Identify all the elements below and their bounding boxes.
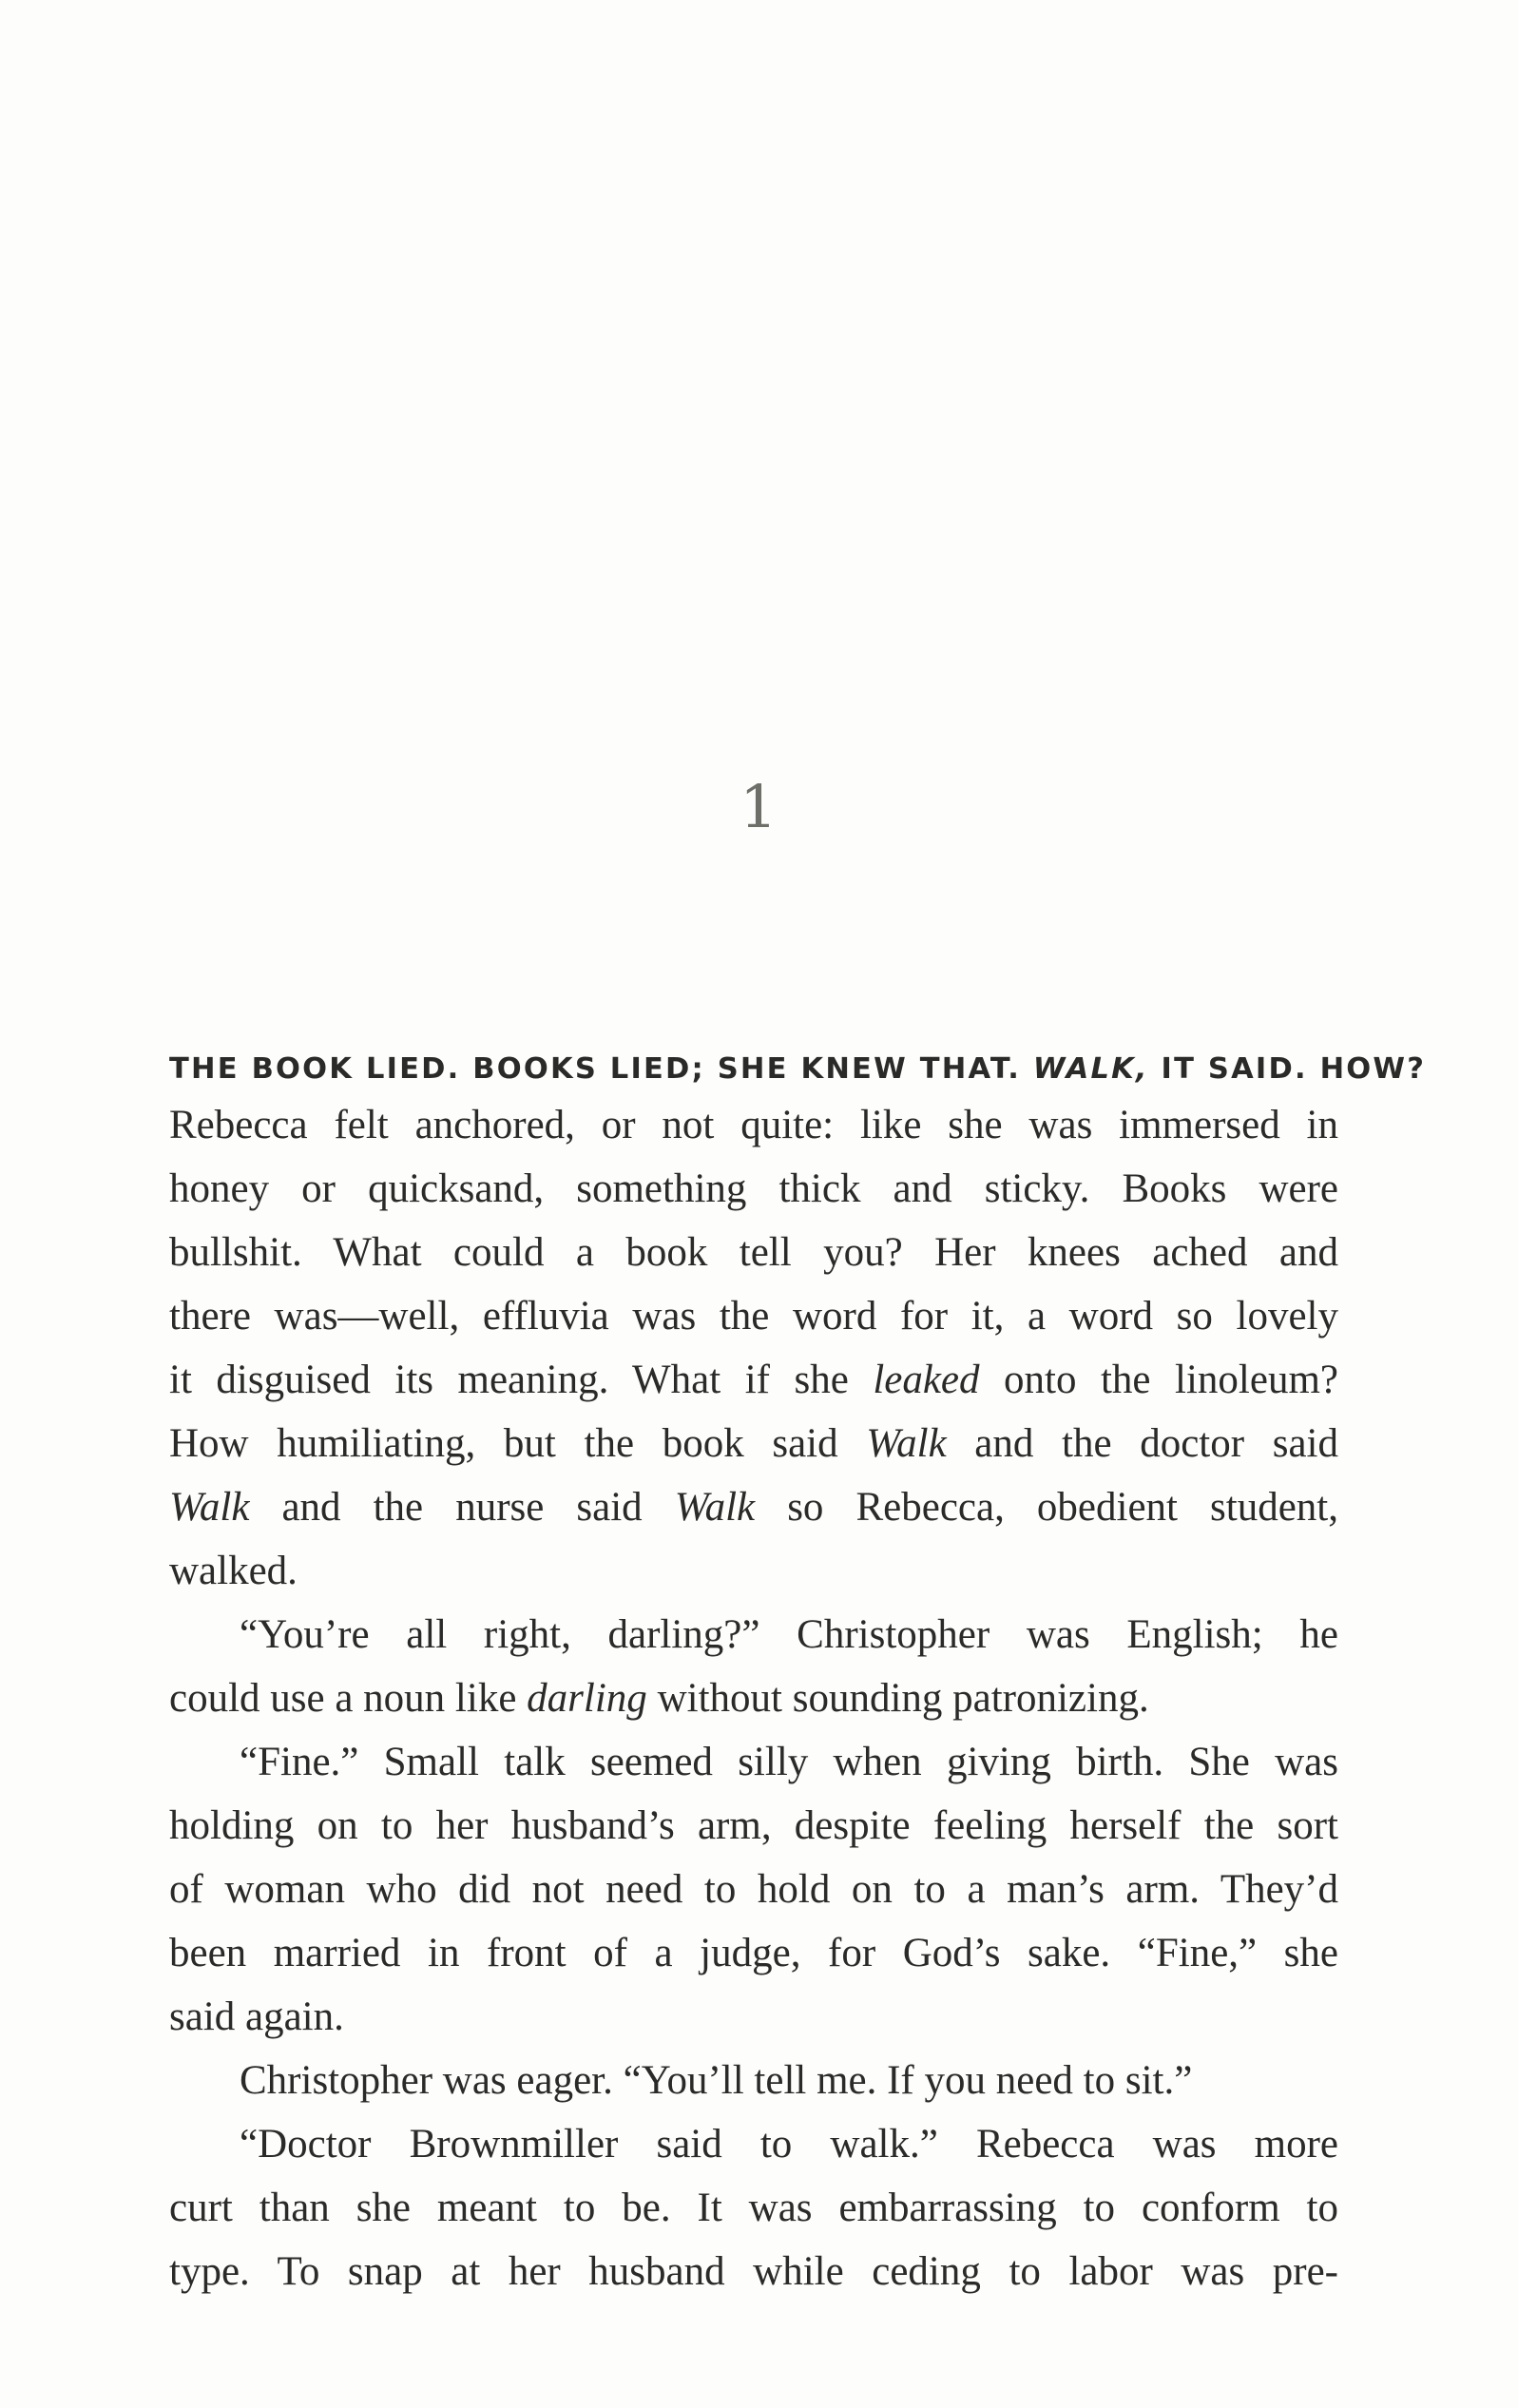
- text-line: [169, 1093, 1338, 1157]
- text-segment: bullshit. What could a book tell you? Her knees ached and: [169, 1230, 1338, 1275]
- text-line: [169, 2112, 1338, 2176]
- text-line: [169, 1794, 1338, 1858]
- text-line: [169, 1284, 1338, 1348]
- text-line: [169, 1157, 1338, 1221]
- text-line: [169, 1921, 1338, 1985]
- text-line: [169, 2176, 1338, 2240]
- text-line: [169, 1539, 1338, 1603]
- text-line: [169, 1412, 1338, 1475]
- opening-emphasis: WALK,: [1032, 1052, 1149, 1086]
- text-segment: Rebecca felt anchored, or not quite: like she was immersed in: [169, 1103, 1338, 1147]
- text-segment: of woman who did not need to hold on to a man’s arm. They’d: [169, 1867, 1338, 1912]
- text-segment: there was—well, effluvia was the word for it, a word so lovely: [169, 1294, 1338, 1339]
- text-line: [169, 1730, 1338, 1794]
- italic-word: darling: [527, 1676, 647, 1721]
- text-line: [169, 1666, 1338, 1730]
- text-segment: “Doctor Brownmiller said to walk.” Rebecca was more: [240, 2122, 1338, 2167]
- text-line: [169, 2049, 1338, 2112]
- text-line: [169, 1348, 1338, 1412]
- text-segment: “Fine.” Small talk seemed silly when giving birth. She was: [240, 1740, 1338, 1784]
- chapter-number: 1: [740, 772, 778, 841]
- text-segment: Christopher was eager. “You’ll tell me. If you need to sit.”: [240, 2058, 1193, 2103]
- italic-word: leaked: [873, 1358, 980, 1402]
- text-segment: so Rebecca, obedient student,: [755, 1485, 1338, 1530]
- italic-word: Walk: [674, 1485, 756, 1530]
- text-line: [169, 1858, 1338, 1921]
- opening-text-2: IT SAID. HOW?: [1148, 1052, 1427, 1086]
- text-segment: could use a noun like: [169, 1676, 528, 1721]
- text-segment: it disguised its meaning. What if she: [169, 1358, 874, 1402]
- text-line: [169, 1475, 1338, 1539]
- text-segment: curt than she meant to be. It was embarrassing to conform to: [169, 2186, 1338, 2230]
- text-segment: and the doctor said: [946, 1421, 1338, 1466]
- text-line: [169, 1221, 1338, 1284]
- chapter-text: [169, 1046, 1427, 2303]
- text-segment: been married in front of a judge, for God’s sake. “Fine,” she: [169, 1931, 1338, 1975]
- text-segment: honey or quicksand, something thick and sticky. Books were: [169, 1166, 1338, 1211]
- text-segment: “You’re all right, darling?” Christopher was English; he: [240, 1612, 1338, 1657]
- text-segment: said again.: [169, 1994, 344, 2039]
- text-line: [169, 2240, 1338, 2303]
- text-segment: onto the linoleum?: [979, 1358, 1338, 1402]
- opening-line: [169, 1046, 1427, 1093]
- text-line: [169, 1985, 1338, 2049]
- italic-word: Walk: [169, 1485, 250, 1530]
- text-line: [169, 1603, 1338, 1666]
- text-segment: holding on to her husband’s arm, despite feeling herself the sort: [169, 1803, 1338, 1848]
- text-segment: walked.: [169, 1549, 298, 1593]
- text-segment: without sounding patronizing.: [646, 1676, 1149, 1721]
- text-segment: and the nurse said: [249, 1485, 675, 1530]
- italic-word: Walk: [866, 1421, 947, 1466]
- text-segment: type. To snap at her husband while ceding to labor was pre-: [169, 2249, 1338, 2294]
- text-segment: How humiliating, but the book said: [169, 1421, 867, 1466]
- opening-text-1: THE BOOK LIED. BOOKS LIED; SHE KNEW THAT.: [169, 1052, 1033, 1086]
